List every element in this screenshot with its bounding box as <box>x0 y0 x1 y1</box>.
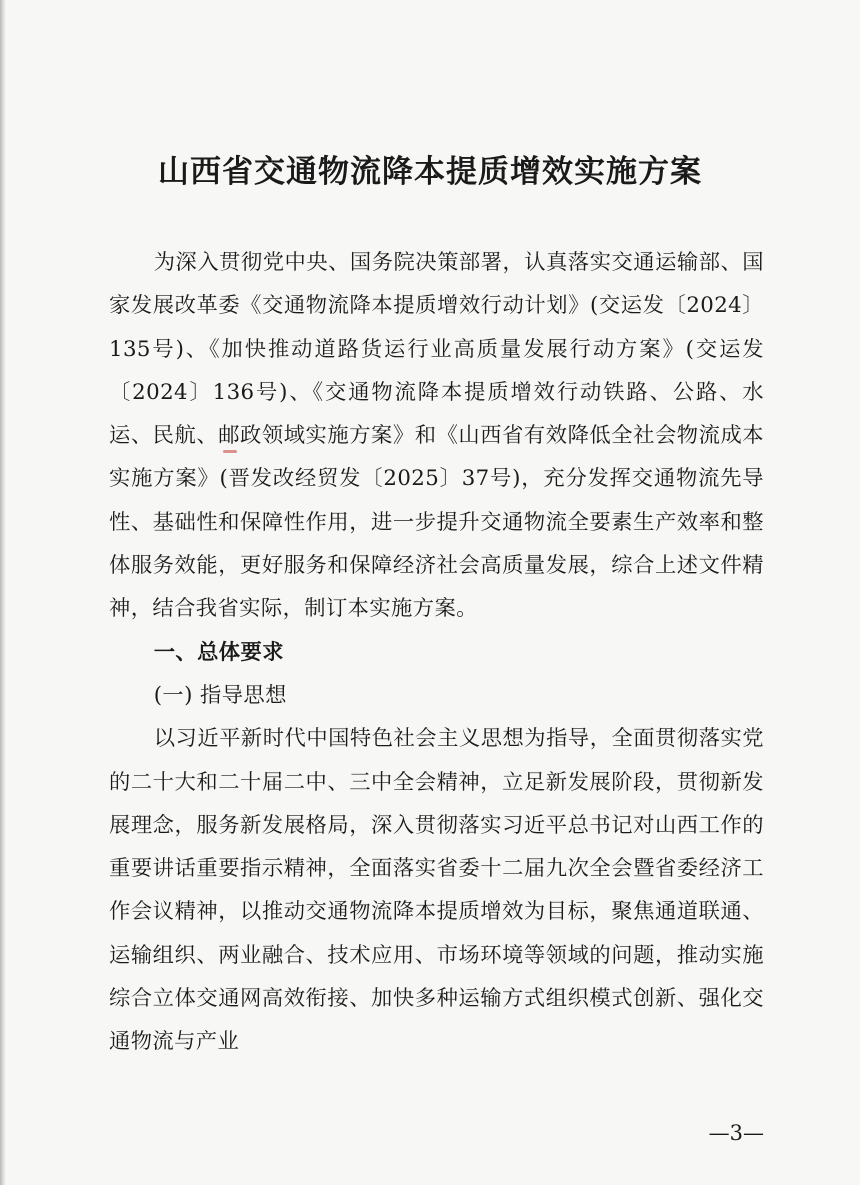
document-title: 山西省交通物流降本提质增效实施方案 <box>158 154 702 190</box>
red-ink-mark <box>223 450 237 453</box>
guiding-ideology-paragraph: 以习近平新时代中国特色社会主义思想为指导，全面贯彻落实党的二十大和二十届二中、三中全会精神，立足新发展阶段，贯彻新发展理念，服务新发展格局，深入贯彻落实习近平总书记对山西工作的重要讲话重要指示精神，全面落实省委十二届九次全会暨省委经济工作会议精神，以推动交通物流降本提质增效为目标，聚焦通道联通、运输组织、两业融合、技术应用、市场环境等领域的问题，推动实施综合立体交通网高效衔接、加快多种运输方式组织模式创新、强化交通物流与产业 <box>109 726 764 1055</box>
intro-paragraph: 为深入贯彻党中央、国务院决策部署，认真落实交通运输部、国家发展改革委《交通物流降本提质增效行动计划》(交运发〔2024〕135号)、《加快推动道路货运行业高质量发展行动方案》(交运发〔2024〕136号)、《交通物流降本提质增效行动铁路、公路、水运、民航、邮政领域实施方案》和《山西省有效降低全社会物流成本实施方案》(晋发改经贸发〔2025〕37号)，充分发挥交通物流先导性、基础性和保障性作用，进一步提升交通物流全要素生产效率和整体服务效能，更好服务和保障经济社会高质量发展，综合上述文件精神，结合我省实际，制订本实施方案。 <box>109 250 764 622</box>
section-heading-general-requirements: 一、总体要求 <box>153 639 284 665</box>
document-body <box>109 241 764 1064</box>
subsection-heading-guiding-ideology: (一) 指导思想 <box>153 682 287 708</box>
page-number: —3— <box>708 1121 764 1145</box>
